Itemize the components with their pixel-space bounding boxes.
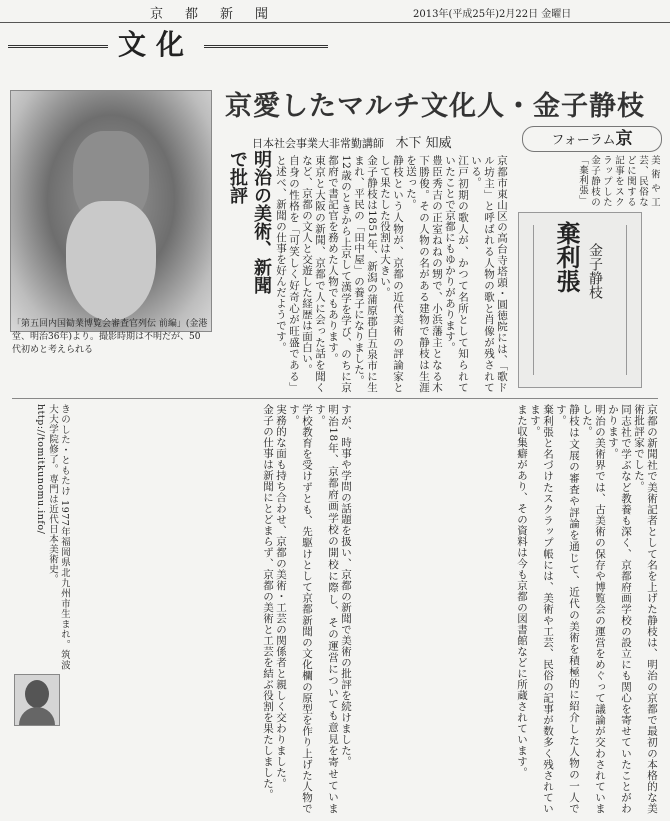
paragraph: 静枝という人物が、京都の近代美術の評論家として果たした役割は大きい。 (379, 155, 404, 393)
kicker-headline: 明治の美術、新聞で批評 (227, 150, 272, 294)
paragraph: 金子の仕事は新聞にとどまらず、京都の美術と工芸を結ぶ役割を果たしました。 (262, 404, 274, 800)
portrait-beard (66, 201, 156, 321)
author-name: 木下 知威 (395, 136, 452, 151)
author-body (19, 707, 55, 725)
paragraph: 京都市東山区の高台寺塔頭・圓徳院には、「歌ドル坊主」と呼ばれる人物の歌と肖像が残されている。 (470, 155, 508, 393)
paragraph: 金子静枝は1851年、新潟の蒲原郡白五泉市に生まれ、平民の「田中屋」の養子になりました。 (353, 155, 378, 393)
paragraph: 静枝は文展の審査や評論を通じて、近代の美術を積極的に紹介した人物の一人です。 (555, 404, 580, 814)
section-label: 文化 (108, 28, 204, 62)
body-column-left (72, 404, 352, 814)
paragraph: 江戸初期の歌人が、かつて名所として知られていたことで京都にもゆかりがあります。 (444, 155, 469, 393)
paragraph: 学校教育を受けずとも、先駆けとして京都新聞の文化欄の原型を作り上げた人物です。 (288, 404, 313, 814)
paragraph: すが、時事や学問の話題を扱い、京都の新聞で美術の批評を続けました。 (340, 404, 352, 767)
byline (252, 132, 452, 151)
author-url: http://tomitkunomu.info/ (35, 404, 46, 535)
author-head (25, 680, 49, 708)
paragraph: 棄利張と名づけたスクラップ帳には、美術や工芸、民俗の記事が数多く残されています。 (529, 404, 554, 814)
author-role: 日本社会事業大非常勤講師 (252, 137, 384, 150)
scrapbook-title: 棄利張 (552, 221, 581, 293)
issue-date: 2013年(平成25年)2月22日 金曜日 (413, 9, 572, 20)
paper-name: 京都新聞 (150, 7, 291, 22)
portrait-photo (10, 90, 212, 332)
paragraph: 明治の美術界では、古美術の保存や博覧会の運営をめぐって議論が交わされていました。 (581, 404, 606, 814)
paragraph: 12歳のときから上京して漢学を学び、のちに京都府で書記官を務めた人物でもあります。 (327, 155, 352, 393)
paragraph: 京都の新聞社で美術記者として名を上げた静枝は、明治の京都で最初の本格的な美術批評家でした。 (633, 404, 658, 814)
forum-suffix: 京 (615, 129, 633, 149)
forum-prefix: フォーラム (551, 133, 616, 148)
masthead (0, 0, 670, 23)
scrap-caption: 美術や工芸、民俗などに関する記事をスクラップした金子静枝の「棄利張」 (577, 155, 660, 207)
paragraph: 同志社で学ぶなど教養も深く、京都府画学校の設立にも関心を寄せていたことがわかります。 (607, 404, 632, 814)
headline: 京愛したマルチ文化人・金子静枝 (225, 91, 645, 122)
paragraph: 豊臣秀吉の正室ねねの甥で、小浜藩主となる木下勝俊。その人物の名がある建物で静枝は生涯を送った。 (405, 155, 443, 393)
paragraph: また収集癖があり、その資料は今も京都の図書館などに所蔵されています。 (516, 404, 528, 778)
photo-caption: 「第五回内国勧業博覧会審査官列伝 前編」(金港堂、明治36年)より。撮影時期は不明だが、50代初めと考えられる (12, 319, 208, 355)
paragraph: 明治18年、京都府画学校の開校に際し、その運営についても意見を寄せています。 (314, 404, 339, 814)
scrapbook-image (518, 212, 642, 388)
section-header (8, 28, 328, 64)
body-column-top (258, 155, 508, 393)
paragraph: 実務的な面も持ち合わせ、京都の美術・工芸の関係者と親しく交わりました。 (275, 404, 287, 789)
scrapbook-signature: 金子静枝 (587, 243, 603, 299)
forum-logo (522, 126, 662, 152)
author-profile (14, 404, 70, 670)
horizontal-divider (12, 398, 658, 399)
paragraph: 東京と大阪の新聞、京都で人に会った話を聞くなど、京都の文人と交遊した経歴は面白い。 (301, 155, 326, 393)
paragraph: 自身の性格を「可笑しく好奇心が旺盛である」と述べ、新聞の仕事を好んだようです。 (275, 155, 300, 393)
body-column-right (420, 404, 658, 814)
author-photo (14, 674, 60, 726)
author-profile-text: きのした・ともたけ 1977年福岡県北九州市生まれ。筑波大大学院修了。専門は近代日本美術史。 (47, 404, 70, 670)
